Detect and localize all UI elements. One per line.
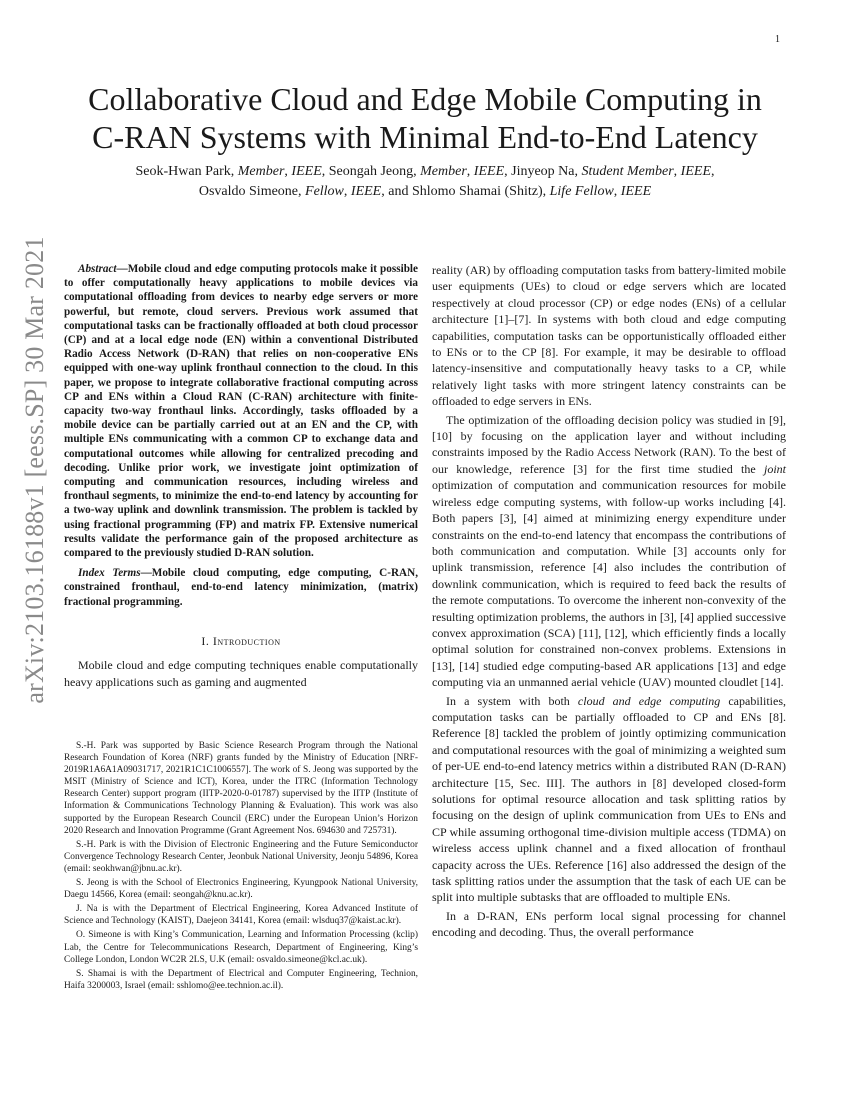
footnote: O. Simeone is with King’s Communication, Learning and Information Processing (kclip) Lab, the Centre for Telecommunications Research, Department of Engineering, King’s College London, London WC2R 2LS, U.K (email: osvaldo.simeone@kcl.ac.uk). [64, 930, 418, 965]
index-terms-heading: Index Terms [78, 567, 141, 580]
body-paragraph: The optimization of the offloading decision policy was studied in [9], [10] by focusing on the application layer and without including constraints imposed by the Radio Access Network (RAN). To the best of our knowledge, reference [3] for the first time studied the joint optimization of computation and communication resources for mobile wireless edge computing systems, with follow-up works including [4]. Both papers [3], [4] aimed at minimizing energy expenditure under constraints on the end-to-end latency that encompass the contributions of both communication and computation. While [3] accounts only for uplink transmission, reference [4] also includes the contribution of downlink communication, which is required to feed back the results of the remote computations. To overcome the inherent non-convexity of the resulting optimization problems, the authors in [3], [4] applied successive convex approximation (SCA) [11], [12], which efficiently finds a locally optimal solution for constrained non-convex problems. Extensions in [13], [14] studied edge computing-based AR applications [13] and edge computing via an unmanned aerial vehicle (UAV) mounted cloudlet [14]. [432, 412, 786, 690]
body-paragraph: In a system with both cloud and edge computing capabilities, computation tasks can be partially offloaded to CP and ENs [8]. Reference [8] tackled the problem of jointly optimizing communication and computational resources with the goal of minimizing a weighted sum of per-UE end-to-end latency metrics within a distributed RAN (D-RAN) architecture [15, Sec. III]. The authors in [8] developed closed-form solutions for optimal resource allocation and task splitting ratios by focusing on the design of uplink communication from UEs to ENs and CP while assuming orthogonal time-division multiple access (TDMA) on wireless access uplink channel and a fixed allocation of fronthaul capacity across the UEs. Reference [16] also addressed the design of the task splitting ratios under the assumption that the task of each UE can be split into multiple subtasks that are offloaded to multiple ENs. [432, 693, 786, 905]
body-paragraph: reality (AR) by offloading computation tasks from battery-limited mobile user equipments (UEs) to cloud or edge servers which are located respectively at cloud processor (CP) or edge nodes (ENs) of a cellular architecture [1]–[7]. In systems with both cloud and edge computing capabilities, computation tasks can be opportunistically offloaded either to ENs or to the CP [8]. For example, it may be desirable to offload latency-insensitive and computationally heavy tasks to a CP, while relatively light tasks with more stringent latency constraints can be offloaded to edge servers in ENs. [432, 263, 786, 409]
author-list [60, 162, 790, 202]
abstract [64, 262, 418, 560]
footnote: J. Na is with the Department of Electrical Engineering, Korea Advanced Institute of Science and Technology (KAIST), Daejeon 34141, Korea (email: wlsduq37@kaist.ac.kr). [64, 904, 418, 927]
authors-line-2: Osvaldo Simeone, Fellow, IEEE, and Shlomo Shamai (Shitz), Life Fellow, IEEE [198, 184, 652, 199]
footnotes [64, 740, 418, 992]
paper-title [60, 80, 790, 156]
abstract-body: —Mobile cloud and edge computing protocols make it possible to offer computationally heavy applications to mobile devices via computational offloading from devices to nearby edge servers or more powerful, but remote, cloud servers. Previous work assumed that computational tasks can be fractionally offloaded at both cloud processor (CP) and at a local edge node (EN) within a conventional Distributed Radio Access Network (D-RAN) that relies on non-cooperative ENs equipped with one-way uplink fronthaul connection to the cloud. In this paper, we propose to integrate collaborative fractional computing across CP and ENs within a Cloud RAN (C-RAN) architecture with finite-capacity two-way fronthaul links. Accordingly, tasks offloaded by a mobile device can be partially carried out at an EN and the CP, with multiple ENs communicating with a common CP to exchange data and computational outcomes while allowing for centralized precoding and decoding. Unlike prior work, we investigate joint optimization of computing and communication resources, including wireless and fronthaul segments, to minimize the end-to-end latency by accounting for a two-way uplink and downlink transmission. The problem is tackled by using fractional programming (FP) and matrix FP. Extensive numerical results validate the performance gain of the proposed architecture as compared to the previously studied D-RAN solution. [64, 263, 418, 560]
intro-paragraph-left: Mobile cloud and edge computing techniques enable computationally heavy applications such as gaming and augmented [64, 658, 418, 689]
page-number: 1 [775, 34, 780, 45]
arxiv-identifier-stamp [14, 236, 56, 704]
abstract-heading: Abstract [78, 263, 117, 275]
left-column [64, 262, 418, 690]
title-line-1: Collaborative Cloud and Edge Mobile Computing in [88, 81, 762, 117]
arxiv-identifier-text: arXiv:2103.16188v1 [eess.SP] 30 Mar 2021 [20, 236, 49, 704]
section-heading-introduction: I. Introduction [201, 633, 281, 648]
index-terms [64, 566, 418, 609]
title-line-2: C-RAN Systems with Minimal End-to-End Latency [92, 119, 758, 155]
footnote: S. Jeong is with the School of Electronics Engineering, Kyungpook National University, Daegu 14566, Korea (email: seongah@knu.ac.kr). [64, 878, 418, 901]
footnote: S. Shamai is with the Department of Electrical and Computer Engineering, Technion, Haifa 3200003, Israel (email: sshlomo@ee.technion.ac.il). [64, 968, 418, 991]
index-terms-body: —Mobile cloud computing, edge computing, C-RAN, constrained fronthaul, end-to-end latency minimization, (matrix) fractional programming. [64, 567, 418, 608]
right-column [432, 262, 786, 941]
body-paragraph: In a D-RAN, ENs perform local signal processing for channel encoding and decoding. Thus, the overall performance [432, 908, 786, 940]
footnote: S.-H. Park is with the Division of Electronic Engineering and the Future Semiconductor Convergence Technology Research Center, Jeonbuk National University, Jeonju 54896, Korea (email: seokhwan@jbnu.ac.kr). [64, 839, 418, 874]
authors-line-1: Seok-Hwan Park, Member, IEEE, Seongah Jeong, Member, IEEE, Jinyeop Na, Student Member, IEEE, [135, 164, 715, 179]
footnote: S.-H. Park was supported by Basic Science Research Program through the National Research Foundation of Korea (NRF) grants funded by the Ministry of Education [NRF-2019R1A6A1A09031717, 2021R1C1C1006557]. The work of S. Jeong was supported by the MSIT (Ministry of Science and ICT), Korea, under the ITRC (Information Technology Research Center) support program (IITP-2020-0-01787) supervised by the IITP (Institute of Information & Communications Technology Planning & Evaluation). This work was also supported by the European Research Council (ERC) under the European Union’s Horizon 2020 Research and Innovation Programme (Grant Agreement Nos. 694630 and 725731). [64, 741, 418, 836]
